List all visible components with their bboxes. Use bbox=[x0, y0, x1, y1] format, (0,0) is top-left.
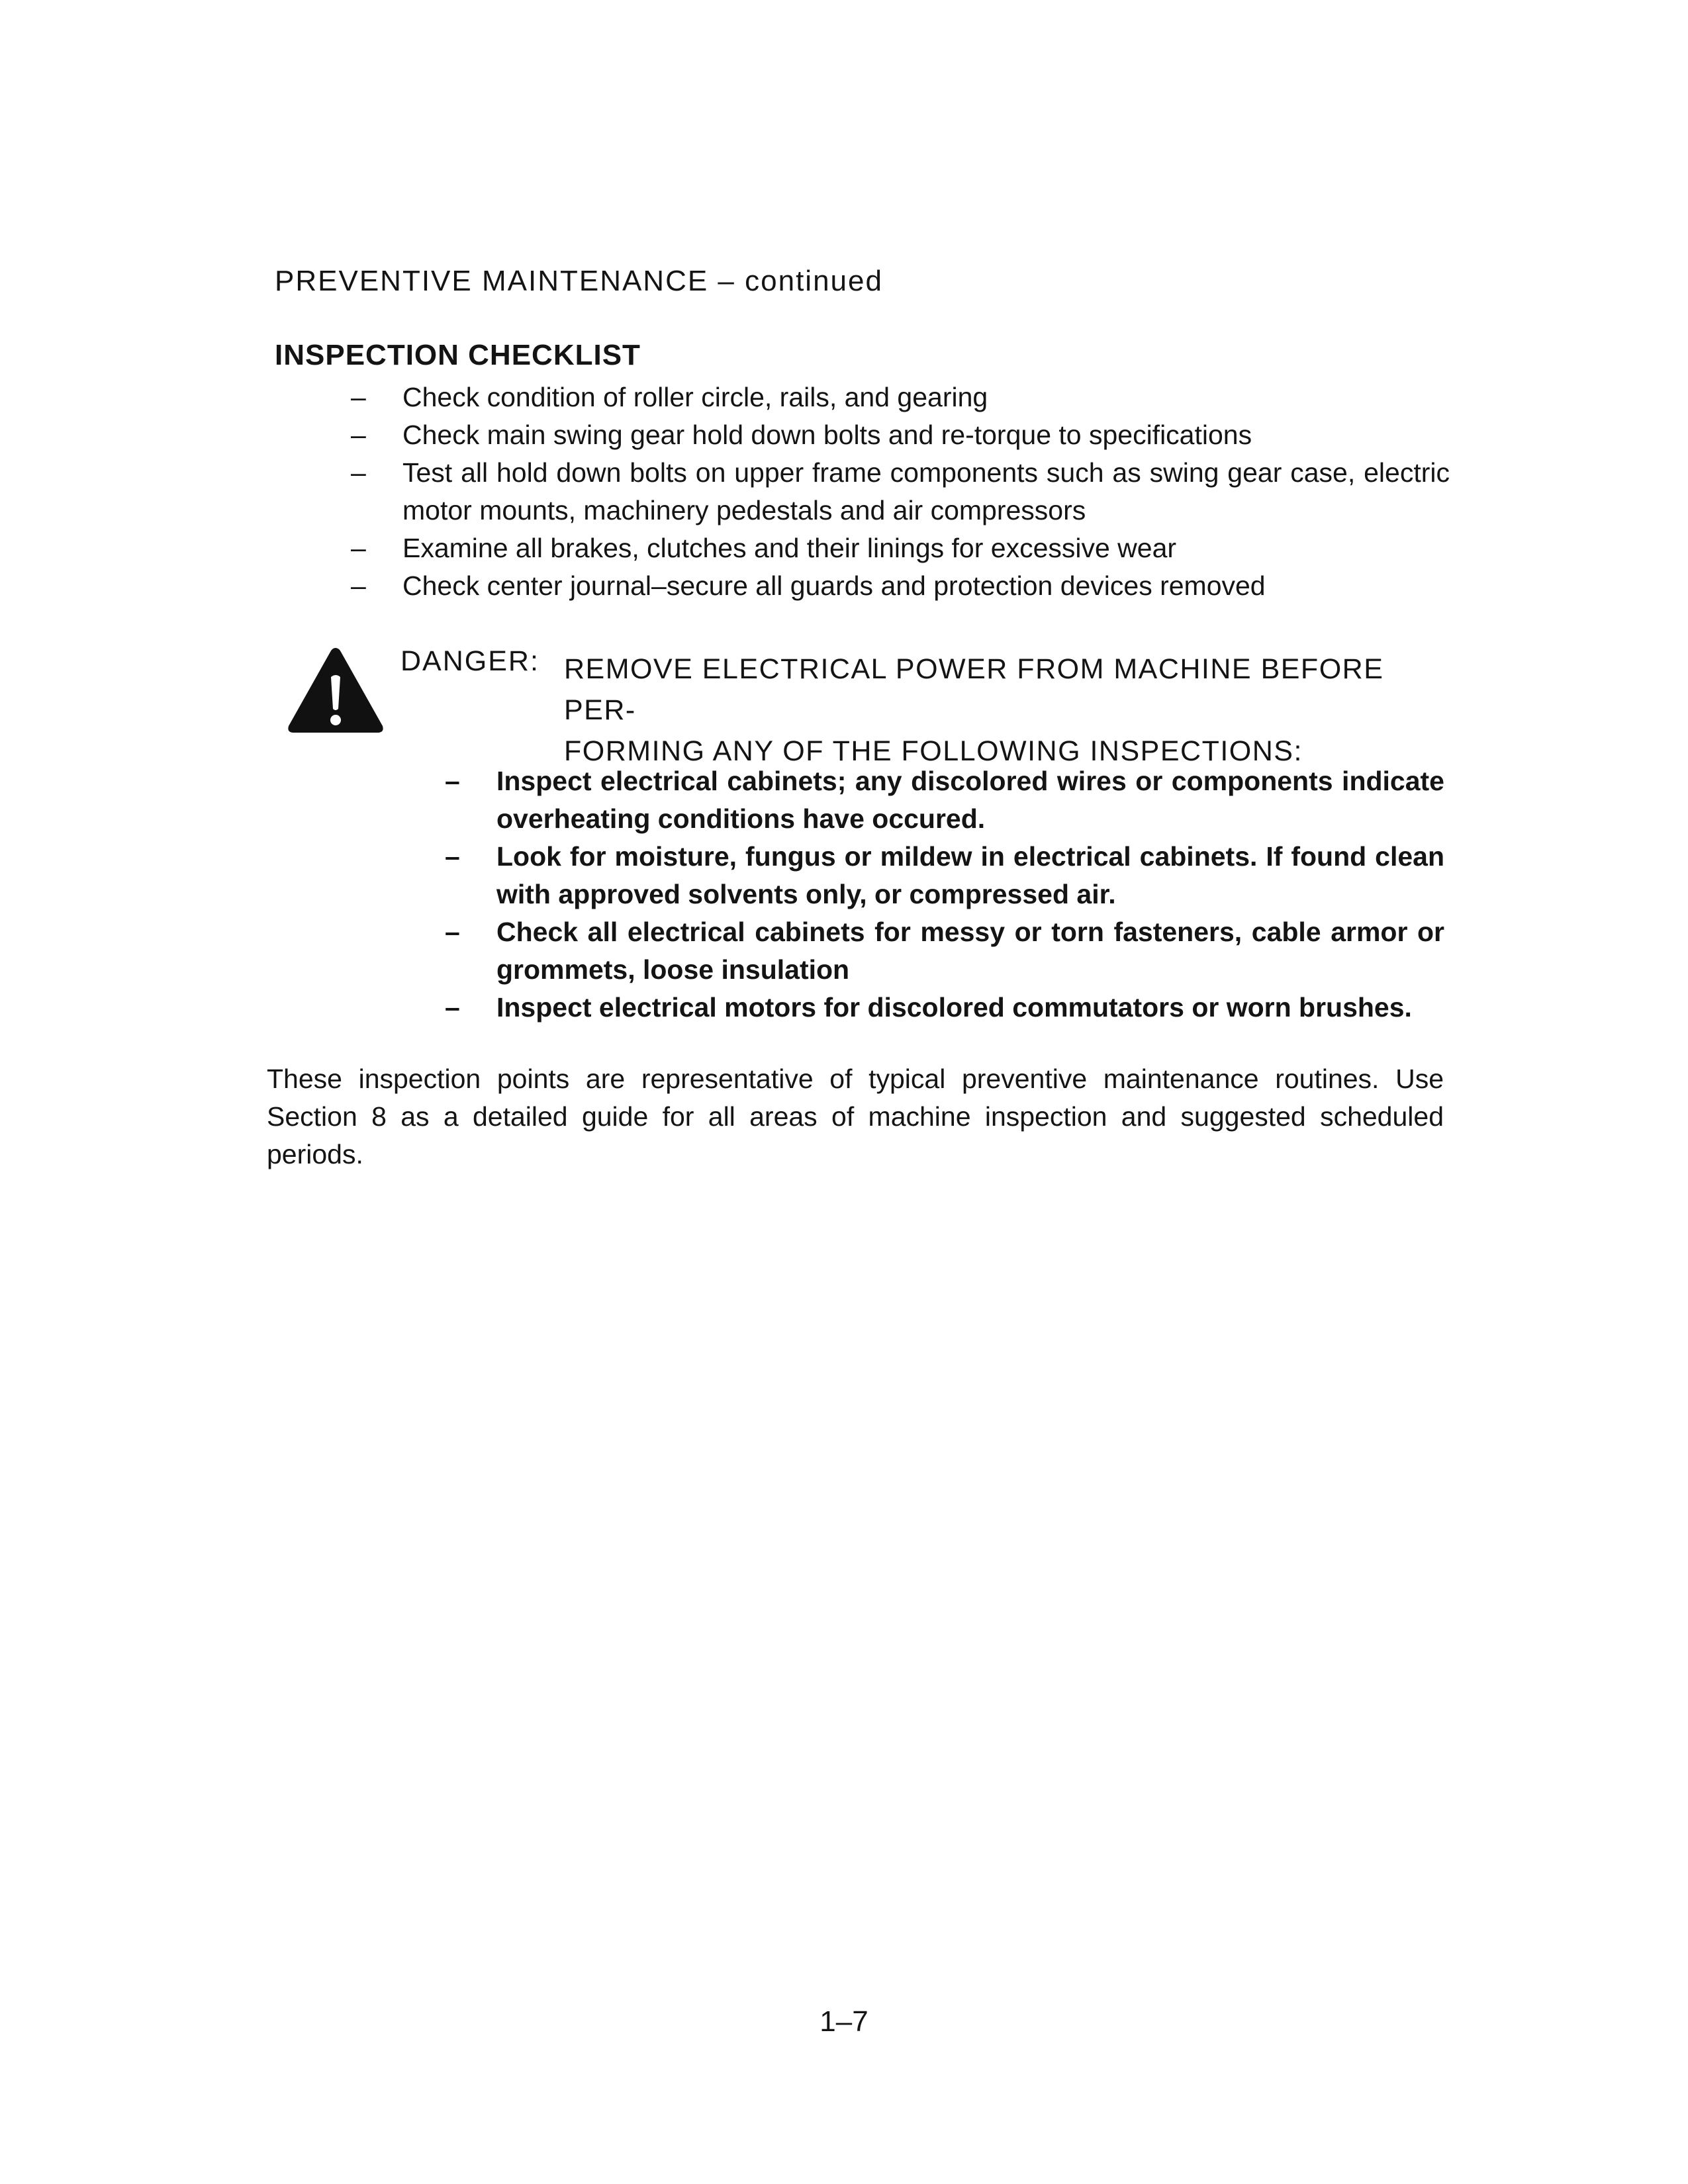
list-item-text: Check condition of roller circle, rails, and gearing bbox=[402, 382, 988, 412]
closing-paragraph: These inspection points are representative of typical preventive maintenance routines. Use Section 8 as a detailed guide for all areas of machine inspection and suggested scheduled periods. bbox=[267, 1064, 1444, 1169]
list-item-text: Inspect electrical motors for discolored commutators or worn brushes. bbox=[496, 992, 1412, 1023]
list-item bbox=[351, 416, 1450, 454]
list-item bbox=[351, 529, 1450, 567]
inspection-checklist bbox=[351, 379, 1450, 605]
dash-bullet: – bbox=[351, 457, 366, 488]
danger-message-line: REMOVE ELECTRICAL POWER FROM MACHINE BEFORE PER- bbox=[564, 653, 1384, 726]
list-item bbox=[351, 454, 1450, 529]
list-item bbox=[351, 567, 1450, 605]
list-item bbox=[445, 762, 1444, 838]
list-item bbox=[445, 913, 1444, 989]
list-item-text: Look for moisture, fungus or mildew in electrical cabinets. If found clean with approved solvents only, or compressed air. bbox=[496, 841, 1444, 909]
list-item bbox=[351, 379, 1450, 416]
dash-bullet: – bbox=[351, 570, 366, 601]
dash-bullet: – bbox=[351, 533, 366, 563]
section-title: INSPECTION CHECKLIST bbox=[275, 339, 641, 371]
warning-triangle-icon bbox=[286, 645, 385, 735]
dash-bullet: – bbox=[445, 841, 460, 872]
danger-label: DANGER: bbox=[400, 645, 539, 677]
list-item-text: Check main swing gear hold down bolts and re-torque to specifications bbox=[402, 420, 1252, 450]
dash-bullet: – bbox=[445, 992, 460, 1023]
dash-bullet: – bbox=[445, 766, 460, 796]
danger-message bbox=[564, 649, 1451, 772]
page-number: 1–7 bbox=[820, 2005, 868, 2038]
list-item-text: Examine all brakes, clutches and their linings for excessive wear bbox=[402, 533, 1177, 563]
list-item-text: Check all electrical cabinets for messy or torn fasteners, cable armor or grommets, loose insulation bbox=[496, 917, 1444, 985]
list-item-text: Check center journal–secure all guards and protection devices removed bbox=[402, 570, 1266, 601]
running-header: PREVENTIVE MAINTENANCE – continued bbox=[275, 265, 883, 297]
electrical-inspection-list bbox=[445, 762, 1444, 1026]
list-item bbox=[445, 989, 1444, 1026]
dash-bullet: – bbox=[351, 420, 366, 450]
list-item-text: Inspect electrical cabinets; any discolored wires or components indicate overheating conditions have occured. bbox=[496, 766, 1444, 834]
list-item-text: Test all hold down bolts on upper frame components such as swing gear case, electric motor mounts, machinery pedestals and air compressors bbox=[402, 457, 1450, 525]
dash-bullet: – bbox=[351, 382, 366, 412]
danger-message-line: FORMING ANY OF THE FOLLOWING INSPECTIONS: bbox=[564, 735, 1303, 767]
list-item bbox=[445, 838, 1444, 913]
dash-bullet: – bbox=[445, 917, 460, 947]
